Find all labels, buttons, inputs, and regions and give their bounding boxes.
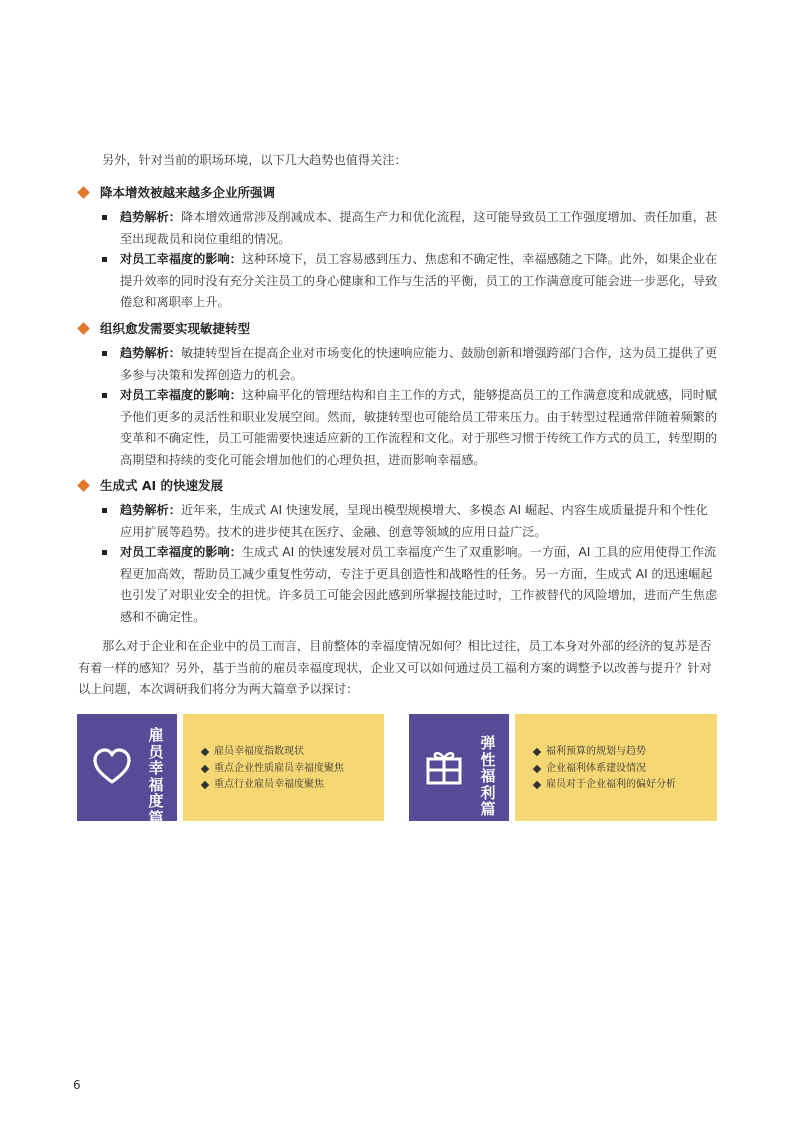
- card-title-panel: [409, 714, 509, 821]
- card-title-char: 篇: [148, 808, 164, 827]
- bullet-text: 这种环境下，员工容易感到压力、焦虑和不确定性，幸福感随之下降。此外，如果企业在提升效率的同时没有充分关注员工的身心健康和工作与生活的平衡，员工的工作满意度可能会进一步恶化，导致倦怠和离职率上升。: [120, 252, 718, 309]
- diamond-bullet-icon: [77, 322, 90, 335]
- diamond-bullet-icon: [533, 764, 541, 772]
- list-item: [201, 744, 344, 761]
- card-list-panel: [183, 714, 384, 821]
- closing-paragraph: 那么对于企业和在企业中的员工而言，目前整体的幸福度情况如何？相比过往，员工本身对外部的经济的复苏是否有着一样的感知？另外，基于当前的雇员幸福度现状，企业又可以如何通过员工福利方案的调整予以改善与提升？针对以上问题，本次调研我们将分为两大篇章予以探讨：: [78, 639, 712, 696]
- bullet-item: [102, 343, 718, 386]
- list-item-text: 重点行业雇员幸福度聚焦: [214, 779, 324, 790]
- section-title: 降本增效被越来越多企业所强调: [100, 185, 276, 200]
- card-title-char: 福: [480, 767, 496, 785]
- bullet-item: [102, 207, 718, 250]
- bullet-label: 趋势解析：: [120, 210, 181, 224]
- section-heading-generative-ai: [78, 475, 223, 495]
- chapter-card-flexible-benefits: [409, 714, 717, 821]
- bullet-label: 对员工幸福度的影响：: [120, 545, 242, 559]
- card-list-panel: [515, 714, 717, 821]
- section-heading-agile-transformation: [78, 318, 250, 338]
- square-bullet-icon: [102, 215, 107, 220]
- bullet-text: 近年来，生成式 AI 快速发展，呈现出模型规模增大、多模态 AI 崛起、内容生成质量提升和个性化应用扩展等趋势。技术的进步使其在医疗、金融、创意等领域的应用日益广泛。: [120, 503, 708, 539]
- card-topic-list: [201, 744, 344, 794]
- card-title-char: 福: [148, 775, 164, 794]
- card-title: [147, 727, 165, 826]
- gift-icon: [423, 746, 465, 788]
- card-title: [479, 735, 497, 818]
- bullet-text: 敏捷转型旨在提高企业对市场变化的快速响应能力、鼓励创新和增强跨部门合作，这为员工提供了更多参与决策和发挥创造力的机会。: [120, 346, 718, 382]
- card-title-char: 员: [148, 742, 164, 761]
- list-item: [201, 777, 344, 794]
- diamond-bullet-icon: [201, 748, 209, 756]
- bullet-item: [102, 500, 718, 543]
- bullet-item: [102, 542, 718, 628]
- section-heading-cost-efficiency: [78, 182, 275, 202]
- bullet-item: [102, 249, 718, 314]
- list-item-text: 雇员对于企业福利的偏好分析: [546, 779, 676, 790]
- bullet-label: 趋势解析：: [120, 503, 181, 517]
- bullet-label: 对员工幸福度的影响：: [120, 388, 242, 402]
- list-item: [533, 744, 676, 761]
- bullet-text: 生成式 AI 的快速发展对员工幸福度产生了双重影响。一方面，AI 工具的应用使得工作流程更加高效，帮助员工减少重复性劳动，专注于更具创造性和战略性的任务。另一方面，生成式 AI 的迅速崛起也引发了对职业安全的担忧。许多员工可能会因此感到所掌握技能过时，工作被替代的风险增加，进而产生焦虑感和不确定性。: [120, 545, 718, 624]
- bullet-text: 这种扁平化的管理结构和自主工作的方式，能够提高员工的工作满意度和成就感，同时赋予他们更多的灵活性和职业发展空间。然而，敏捷转型也可能给员工带来压力。由于转型过程通常伴随着频繁的变革和不确定性，员工可能需要快速适应新的工作流程和文化。对于那些习惯于传统工作方式的员工，转型期的高期望和持续的变化可能会增加他们的心理负担，进而影响幸福感。: [120, 388, 718, 467]
- card-topic-list: [533, 744, 676, 794]
- list-item: [533, 777, 676, 794]
- page-number: 6: [73, 1078, 81, 1092]
- card-title-char: 幸: [148, 759, 164, 777]
- list-item-text: 企业福利体系建设情况: [546, 762, 646, 774]
- list-item: [533, 761, 676, 778]
- list-item-text: 重点企业性质雇员幸福度聚焦: [214, 762, 344, 774]
- list-item: [201, 761, 344, 778]
- diamond-bullet-icon: [533, 781, 541, 789]
- heart-icon: [91, 746, 133, 788]
- card-title-char: 度: [148, 792, 164, 810]
- section-title: 生成式 AI 的快速发展: [100, 478, 224, 493]
- square-bullet-icon: [102, 550, 107, 555]
- card-title-char: 性: [480, 750, 496, 769]
- card-title-char: 雇: [148, 726, 164, 744]
- chapter-card-employee-wellbeing: [77, 714, 384, 827]
- diamond-bullet-icon: [77, 479, 90, 492]
- bullet-text: 降本增效通常涉及削减成本、提高生产力和优化流程，这可能导致员工工作强度增加、责任加重，甚至出现裁员和岗位重组的情况。: [120, 210, 718, 246]
- square-bullet-icon: [102, 508, 107, 513]
- list-item-text: 雇员幸福度指数现状: [214, 746, 304, 757]
- diamond-bullet-icon: [77, 186, 90, 199]
- card-title-panel: [77, 714, 177, 827]
- list-item-text: 福利预算的规划与趋势: [546, 746, 646, 757]
- diamond-bullet-icon: [533, 748, 541, 756]
- bullet-item: [102, 385, 718, 471]
- diamond-bullet-icon: [201, 781, 209, 789]
- card-title-char: 篇: [480, 800, 496, 818]
- bullet-label: 对员工幸福度的影响：: [120, 252, 242, 266]
- card-title-char: 弹: [480, 734, 496, 752]
- square-bullet-icon: [102, 351, 107, 356]
- card-title-char: 利: [480, 783, 496, 802]
- square-bullet-icon: [102, 393, 107, 398]
- section-title: 组织愈发需要实现敏捷转型: [100, 321, 251, 336]
- intro-paragraph: 另外，针对当前的职场环境，以下几大趋势也值得关注：: [102, 153, 407, 167]
- bullet-label: 趋势解析：: [120, 346, 181, 360]
- diamond-bullet-icon: [201, 764, 209, 772]
- square-bullet-icon: [102, 257, 107, 262]
